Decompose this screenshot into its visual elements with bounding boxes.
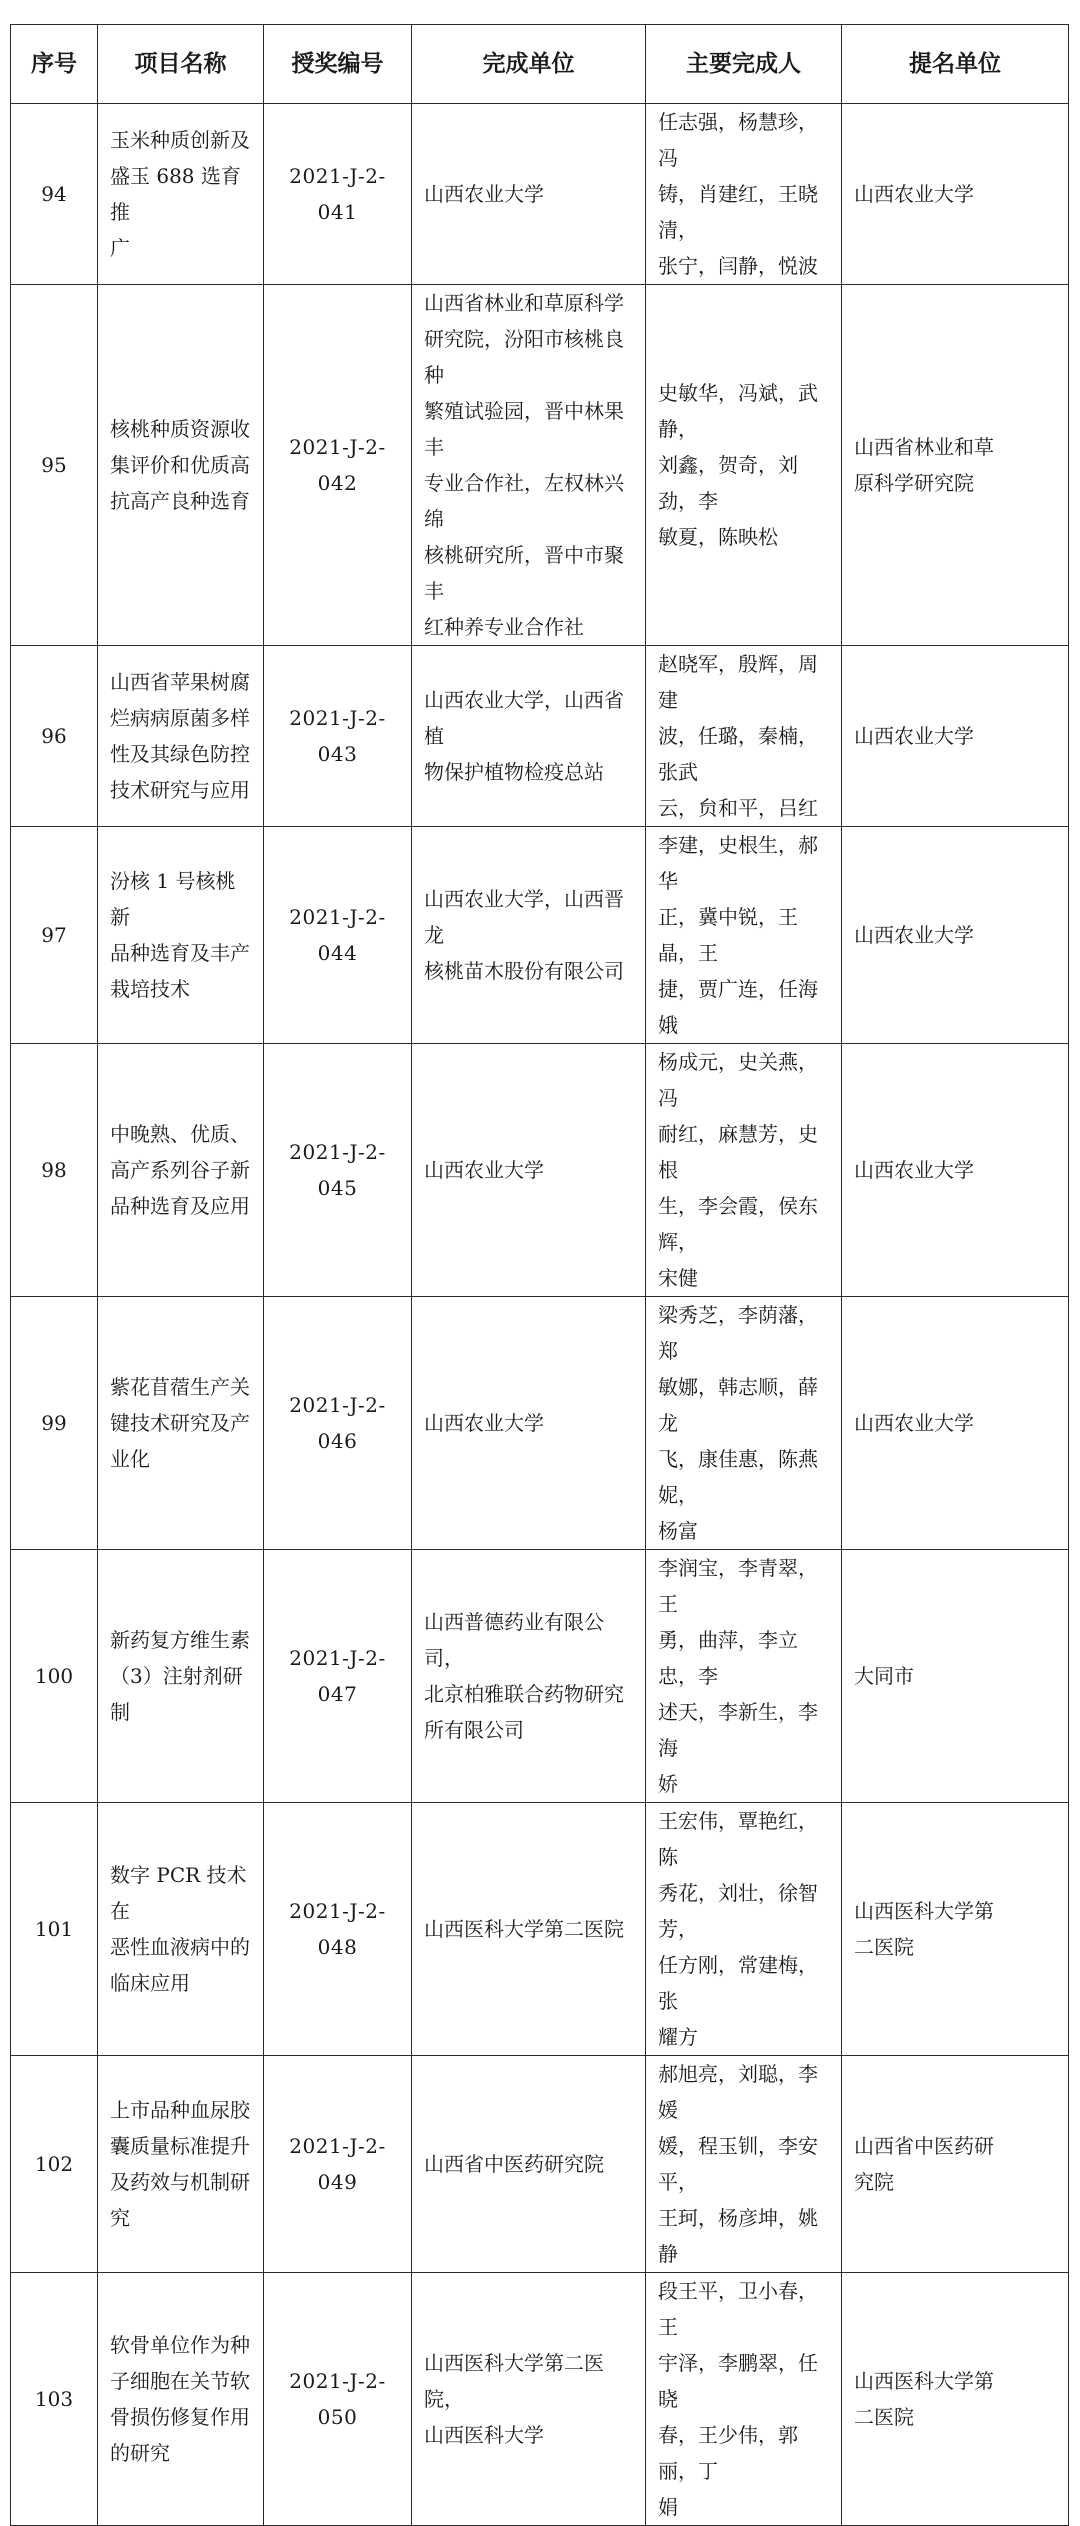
cell-seq: 101 [11, 1803, 98, 2056]
cell-project-name-line: 及药效与机制研 [110, 2170, 250, 2194]
cell-main-contributors-line: 生，李会霞，侯东辉， [658, 1194, 818, 1254]
cell-completing-unit-line: 核桃研究所，晋中市聚丰 [424, 543, 624, 603]
cell-award-code: 2021-J-2-049 [264, 2056, 412, 2273]
cell-main-contributors [646, 285, 842, 646]
cell-nominating-unit [842, 1044, 1069, 1297]
cell-seq: 103 [11, 2273, 98, 2526]
cell-award-code: 2021-J-2-044 [264, 827, 412, 1044]
cell-project-name-line: 子细胞在关节软 [110, 2369, 250, 2393]
cell-main-contributors-line: 梁秀芝，李荫藩，郑 [658, 1303, 818, 1363]
cell-nominating-unit-line: 二医院 [854, 1935, 914, 1959]
cell-completing-unit-line: 山西省林业和草原科学 [424, 291, 624, 315]
cell-completing-unit-line: 山西医科大学 [424, 2423, 544, 2447]
cell-main-contributors-line: 王珂，杨彦坤，姚静 [658, 2206, 818, 2266]
cell-completing-unit [412, 1550, 646, 1803]
cell-project-name-line: 山西省苹果树腐 [110, 670, 250, 694]
cell-nominating-unit-line: 大同市 [854, 1664, 914, 1688]
cell-seq: 97 [11, 827, 98, 1044]
cell-seq: 96 [11, 646, 98, 827]
cell-nominating-unit [842, 2056, 1069, 2273]
cell-main-contributors-line: 刘鑫，贺奇，刘劲，李 [658, 453, 798, 513]
cell-project-name [98, 827, 264, 1044]
table-row [11, 1044, 1069, 1297]
cell-main-contributors-line: 史敏华，冯斌，武静， [658, 381, 818, 441]
cell-project-name-line: 集评价和优质高 [110, 453, 250, 477]
cell-project-name-line: 囊质量标准提升 [110, 2134, 250, 2158]
cell-seq: 94 [11, 104, 98, 285]
cell-completing-unit-line: 山西农业大学 [424, 1158, 544, 1182]
cell-project-name-line: 品种选育及丰产 [110, 941, 250, 965]
header-seq: 序号 [11, 25, 98, 104]
cell-main-contributors-line: 春，王少伟，郭丽，丁 [658, 2423, 798, 2483]
header-nominating-unit: 提名单位 [842, 25, 1069, 104]
cell-nominating-unit [842, 1550, 1069, 1803]
cell-project-name-line: 中晚熟、优质、 [110, 1122, 250, 1146]
header-award-code: 授奖编号 [264, 25, 412, 104]
cell-award-code: 2021-J-2-050 [264, 2273, 412, 2526]
cell-completing-unit [412, 285, 646, 646]
cell-project-name-line: 数字 PCR 技术在 [110, 1863, 247, 1923]
cell-main-contributors-line: 郝旭亮，刘聪，李媛 [658, 2062, 818, 2122]
table-row [11, 1803, 1069, 2056]
cell-completing-unit-line: 所有限公司 [424, 1718, 524, 1742]
cell-main-contributors-line: 赵晓军，殷辉，周建 [658, 652, 818, 712]
cell-main-contributors-line: 云，贠和平，吕红 [658, 796, 818, 820]
cell-nominating-unit [842, 285, 1069, 646]
cell-project-name-line: 抗高产良种选育 [110, 489, 250, 513]
table-row [11, 104, 1069, 285]
cell-main-contributors-line: 秀花，刘壮，徐智芳， [658, 1881, 818, 1941]
cell-nominating-unit-line: 山西医科大学第 [854, 1899, 994, 1923]
cell-completing-unit [412, 1044, 646, 1297]
cell-project-name-line: 新药复方维生素 [110, 1628, 250, 1652]
cell-award-code: 2021-J-2-041 [264, 104, 412, 285]
table-row [11, 2273, 1069, 2526]
cell-main-contributors-line: 捷，贾广连，任海娥 [658, 977, 818, 1037]
cell-project-name-line: 核桃种质资源收 [110, 417, 250, 441]
cell-completing-unit [412, 2273, 646, 2526]
cell-nominating-unit-line: 山西医科大学第 [854, 2369, 994, 2393]
cell-project-name-line: 恶性血液病中的 [110, 1935, 250, 1959]
cell-main-contributors [646, 1803, 842, 2056]
cell-project-name-line: 的研究 [110, 2441, 170, 2465]
cell-completing-unit-line: 山西医科大学第二医院， [424, 2351, 604, 2411]
cell-award-code: 2021-J-2-048 [264, 1803, 412, 2056]
cell-completing-unit-line: 专业合作社，左权林兴绵 [424, 471, 624, 531]
cell-main-contributors-line: 李建，史根生，郝华 [658, 833, 818, 893]
cell-main-contributors-line: 铸，肖建红，王晓清， [658, 182, 818, 242]
cell-nominating-unit-line: 原科学研究院 [854, 471, 974, 495]
cell-project-name [98, 1044, 264, 1297]
cell-project-name-line: （3）注射剂研制 [110, 1664, 243, 1724]
cell-main-contributors-line: 宋健 [658, 1266, 698, 1290]
table-row [11, 1550, 1069, 1803]
cell-project-name-line: 高产系列谷子新 [110, 1158, 250, 1182]
cell-main-contributors [646, 646, 842, 827]
cell-nominating-unit-line: 山西农业大学 [854, 923, 974, 947]
cell-award-code: 2021-J-2-042 [264, 285, 412, 646]
cell-nominating-unit-line: 究院 [854, 2170, 894, 2194]
cell-main-contributors-line: 敏娜，韩志顺，薛龙 [658, 1375, 818, 1435]
cell-nominating-unit-line: 山西农业大学 [854, 182, 974, 206]
cell-main-contributors-line: 娟 [658, 2495, 678, 2519]
cell-completing-unit-line: 山西医科大学第二医院 [424, 1917, 624, 1941]
cell-main-contributors-line: 宇泽，李鹏翠，任晓 [658, 2351, 818, 2411]
cell-project-name-line: 紫花苜蓿生产关 [110, 1375, 250, 1399]
cell-completing-unit-line: 山西农业大学，山西晋龙 [424, 887, 624, 947]
cell-completing-unit [412, 104, 646, 285]
cell-main-contributors-line: 李润宝，李青翠，王 [658, 1556, 818, 1616]
awards-table [10, 24, 1069, 2526]
cell-project-name-line: 烂病病原菌多样 [110, 706, 250, 730]
cell-seq: 100 [11, 1550, 98, 1803]
cell-project-name [98, 104, 264, 285]
cell-main-contributors-line: 述天，李新生，李海 [658, 1700, 818, 1760]
cell-project-name [98, 285, 264, 646]
cell-main-contributors-line: 杨富 [658, 1519, 698, 1543]
table-row [11, 2056, 1069, 2273]
cell-main-contributors [646, 2273, 842, 2526]
cell-nominating-unit [842, 1297, 1069, 1550]
cell-main-contributors-line: 媛，程玉钏，李安平， [658, 2134, 818, 2194]
cell-project-name-line: 软骨单位作为种 [110, 2333, 250, 2357]
cell-project-name-line: 键技术研究及产 [110, 1411, 250, 1435]
cell-completing-unit-line: 山西普德药业有限公司， [424, 1610, 604, 1670]
cell-award-code: 2021-J-2-047 [264, 1550, 412, 1803]
cell-completing-unit-line: 北京柏雅联合药物研究 [424, 1682, 624, 1706]
table-row [11, 646, 1069, 827]
cell-main-contributors [646, 1297, 842, 1550]
cell-project-name-line: 技术研究与应用 [110, 778, 250, 802]
cell-completing-unit [412, 2056, 646, 2273]
cell-completing-unit [412, 1803, 646, 2056]
cell-nominating-unit [842, 104, 1069, 285]
cell-main-contributors [646, 1550, 842, 1803]
cell-project-name-line: 品种选育及应用 [110, 1194, 250, 1218]
cell-completing-unit-line: 红种养专业合作社 [424, 615, 584, 639]
cell-nominating-unit [842, 2273, 1069, 2526]
cell-seq: 95 [11, 285, 98, 646]
cell-main-contributors-line: 飞，康佳惠，陈燕妮， [658, 1447, 818, 1507]
cell-main-contributors-line: 段王平，卫小春，王 [658, 2279, 818, 2339]
cell-project-name-line: 骨损伤修复作用 [110, 2405, 250, 2429]
cell-seq: 99 [11, 1297, 98, 1550]
cell-nominating-unit-line: 山西省林业和草 [854, 435, 994, 459]
cell-project-name-line: 性及其绿色防控 [110, 742, 250, 766]
cell-nominating-unit-line: 二医院 [854, 2405, 914, 2429]
cell-project-name-line: 临床应用 [110, 1971, 190, 1995]
cell-project-name-line: 广 [110, 236, 130, 260]
cell-completing-unit [412, 1297, 646, 1550]
header-completing-unit: 完成单位 [412, 25, 646, 104]
cell-project-name-line: 盛玉 688 选育推 [110, 164, 241, 224]
cell-main-contributors-line: 耐红，麻慧芳，史根 [658, 1122, 818, 1182]
cell-main-contributors [646, 827, 842, 1044]
cell-nominating-unit-line: 山西农业大学 [854, 1158, 974, 1182]
cell-main-contributors-line: 王宏伟，覃艳红，陈 [658, 1809, 818, 1869]
cell-main-contributors-line: 耀方 [658, 2025, 698, 2049]
cell-project-name-line: 汾核 1 号核桃新 [110, 869, 236, 929]
cell-project-name-line: 业化 [110, 1447, 150, 1471]
cell-project-name-line: 栽培技术 [110, 977, 190, 1001]
cell-completing-unit-line: 山西农业大学 [424, 182, 544, 206]
cell-main-contributors [646, 2056, 842, 2273]
table-header-row [11, 25, 1069, 104]
cell-project-name [98, 646, 264, 827]
cell-award-code: 2021-J-2-046 [264, 1297, 412, 1550]
cell-main-contributors-line: 娇 [658, 1772, 678, 1796]
cell-nominating-unit-line: 山西省中医药研 [854, 2134, 994, 2158]
cell-project-name-line: 究 [110, 2206, 130, 2230]
cell-completing-unit-line: 山西农业大学，山西省植 [424, 688, 624, 748]
table-row [11, 1297, 1069, 1550]
cell-main-contributors [646, 104, 842, 285]
cell-project-name [98, 2056, 264, 2273]
cell-main-contributors-line: 勇，曲萍，李立忠，李 [658, 1628, 798, 1688]
cell-seq: 98 [11, 1044, 98, 1297]
cell-completing-unit-line: 研究院，汾阳市核桃良种 [424, 327, 624, 387]
cell-main-contributors [646, 1044, 842, 1297]
cell-completing-unit-line: 繁殖试验园，晋中林果丰 [424, 399, 624, 459]
cell-nominating-unit [842, 1803, 1069, 2056]
cell-nominating-unit [842, 827, 1069, 1044]
cell-completing-unit-line: 物保护植物检疫总站 [424, 760, 604, 784]
cell-award-code: 2021-J-2-043 [264, 646, 412, 827]
cell-main-contributors-line: 杨成元，史关燕，冯 [658, 1050, 818, 1110]
cell-project-name [98, 1297, 264, 1550]
cell-completing-unit [412, 646, 646, 827]
cell-completing-unit-line: 核桃苗木股份有限公司 [424, 959, 624, 983]
cell-award-code: 2021-J-2-045 [264, 1044, 412, 1297]
cell-main-contributors-line: 敏夏，陈映松 [658, 525, 778, 549]
cell-main-contributors-line: 任志强，杨慧珍，冯 [658, 110, 818, 170]
cell-project-name [98, 1550, 264, 1803]
cell-completing-unit-line: 山西农业大学 [424, 1411, 544, 1435]
cell-project-name-line: 上市品种血尿胶 [110, 2098, 250, 2122]
cell-nominating-unit-line: 山西农业大学 [854, 1411, 974, 1435]
cell-project-name [98, 1803, 264, 2056]
cell-project-name-line: 玉米种质创新及 [110, 128, 250, 152]
header-project-name: 项目名称 [98, 25, 264, 104]
cell-main-contributors-line: 波，任璐，秦楠，张武 [658, 724, 818, 784]
table-row [11, 285, 1069, 646]
cell-completing-unit-line: 山西省中医药研究院 [424, 2152, 604, 2176]
header-main-contributors: 主要完成人 [646, 25, 842, 104]
cell-seq: 102 [11, 2056, 98, 2273]
cell-main-contributors-line: 任方刚，常建梅，张 [658, 1953, 818, 2013]
table-row [11, 827, 1069, 1044]
cell-project-name [98, 2273, 264, 2526]
cell-nominating-unit-line: 山西农业大学 [854, 724, 974, 748]
cell-main-contributors-line: 张宁，闫静，悦波 [658, 254, 818, 278]
cell-main-contributors-line: 正，冀中锐，王晶，王 [658, 905, 798, 965]
cell-nominating-unit [842, 646, 1069, 827]
cell-completing-unit [412, 827, 646, 1044]
